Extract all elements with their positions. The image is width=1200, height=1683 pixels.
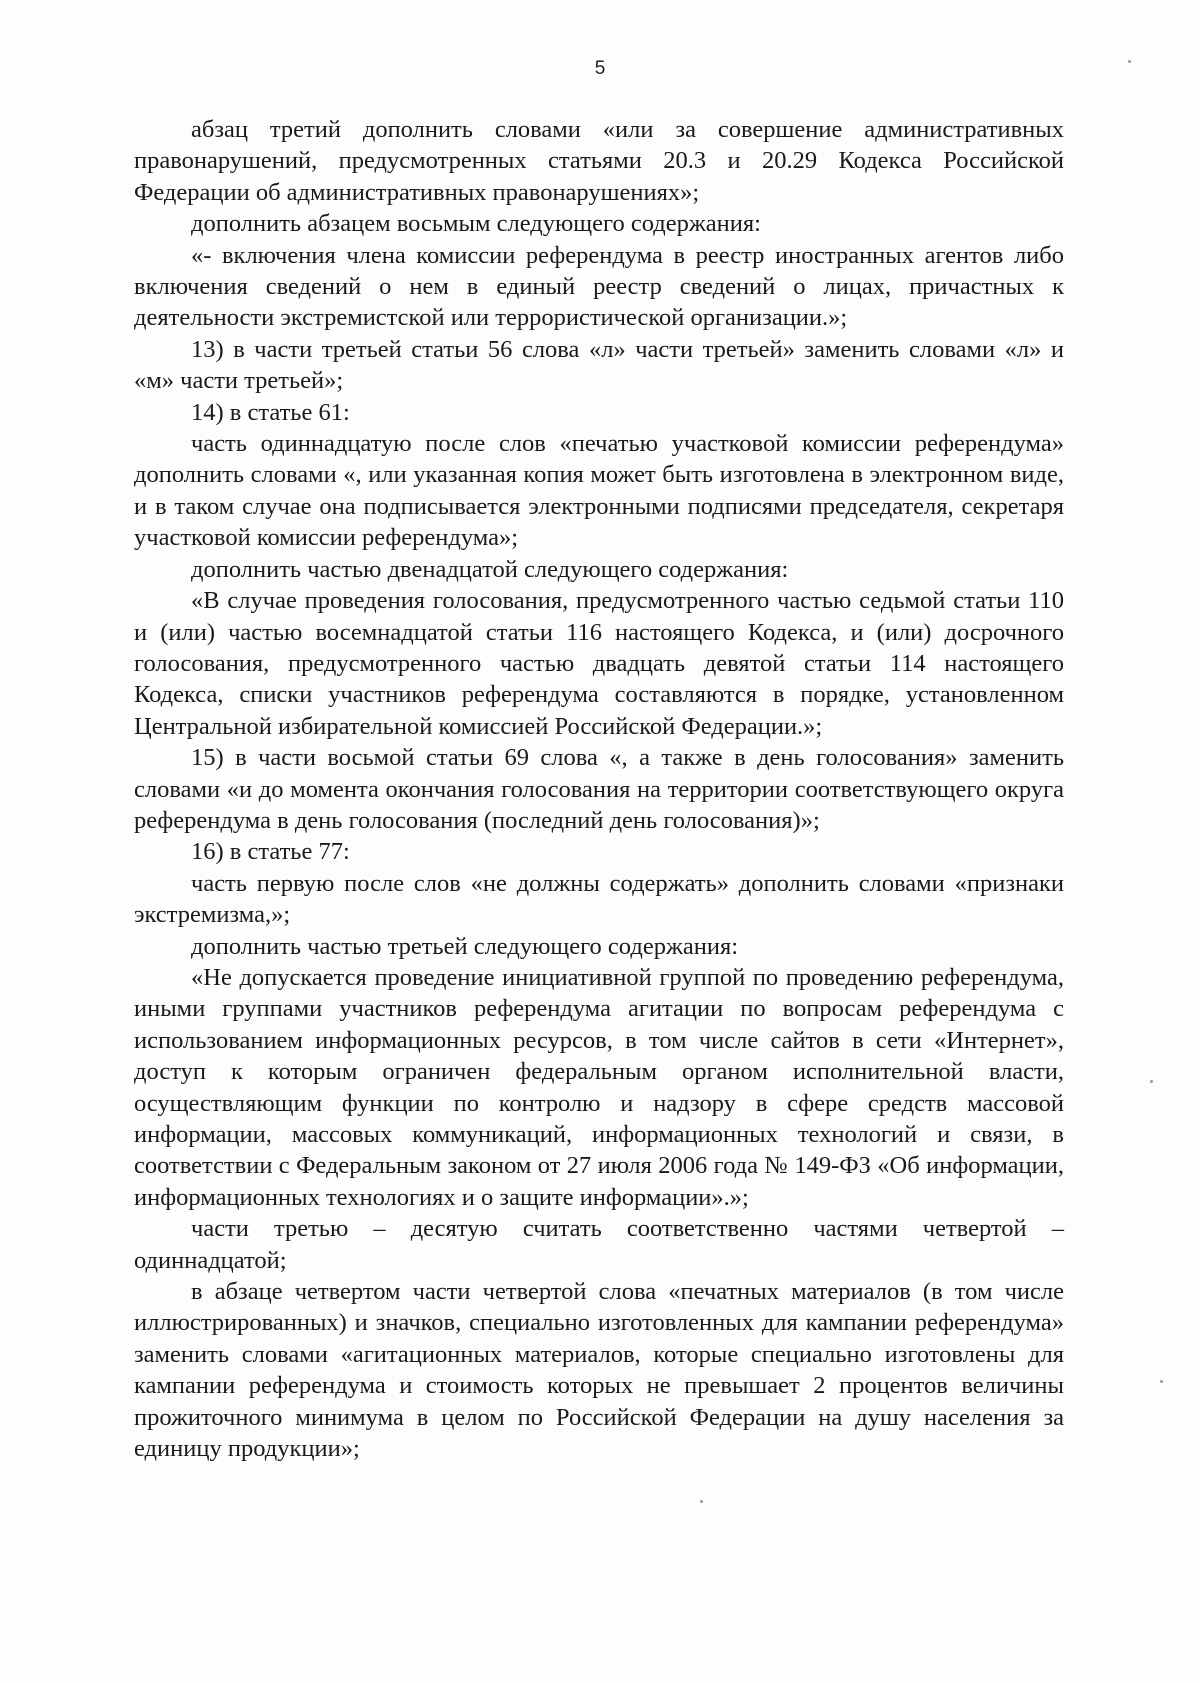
paragraph: дополнить частью двенадцатой следующего содержания: <box>191 555 789 583</box>
page-number: 5 <box>594 58 606 79</box>
paragraph: «Не допускается проведение инициативной группой по проведению референдума, иными группами участников референдума агитации по вопросам референдума с использованием информационных ресурсов, в том числе сайтов в сети «Интернет», доступ к которым ограничен федеральным органом исполнительной власти, осуществляющим функции по контролю и надзору в сфере средств массовой информации, массовых коммуникаций, информационных технологий и связи, в соответствии с Федеральным законом от 27 июля 2006 года № 149-ФЗ «Об информации, информационных технологиях и о защите информации».»; <box>134 963 1064 1211</box>
scan-speck <box>700 1500 703 1503</box>
paragraph: 14) в статье 61: <box>191 398 350 426</box>
paragraph: 13) в части третьей статьи 56 слова «л» части третьей» заменить словами «л» и «м» части третьей»; <box>134 335 1064 395</box>
paragraph: часть одиннадцатую после слов «печатью участковой комиссии референдума» дополнить словами «, или указанная копия может быть изготовлена в электронном виде, и в таком случае она подписывается электронными подписями председателя, секретаря участковой комиссии референдума»; <box>134 430 1064 552</box>
scan-speck <box>1160 1380 1163 1383</box>
paragraph: часть первую после слов «не должны содержать» дополнить словами «признаки экстремизма,»; <box>134 869 1064 929</box>
paragraph: 16) в статье 77: <box>191 838 350 866</box>
paragraph: части третью – десятую считать соответственно частями четвертой – одиннадцатой; <box>134 1215 1064 1274</box>
paragraph: в абзаце четвертом части четвертой слова «печатных материалов (в том числе иллюстрированных) и значков, специально изготовленных для кампании референдума» заменить словами «агитационных материалов, которые специально изготовлены для кампании референдума и стоимость которых не превышает 2 процентов величины прожиточного минимума в целом по Российской Федерации на душу населения за единицу продукции»; <box>134 1278 1064 1463</box>
paragraph: 15) в части восьмой статьи 69 слова «, а также в день голосования» заменить словами «и до момента окончания голосования на территории соответствующего округа референдума в день голосования (последний день голосования)»; <box>134 744 1064 834</box>
paragraph: «В случае проведения голосования, предусмотренного частью седьмой статьи 110 и (или) частью восемнадцатой статьи 116 настоящего Кодекса, и (или) досрочного голосования, предусмотренного частью двадцать девятой статьи 114 настоящего Кодекса, списки участников референдума составляются в порядке, установленном Центральной избирательной комиссией Российской Федерации.»; <box>134 587 1064 740</box>
paragraph: абзац третий дополнить словами «или за совершение административных правонарушений, предусмотренных статьями 20.3 и 20.29 Кодекса Российской Федерации об административных правонарушениях»; <box>134 116 1064 206</box>
scan-speck <box>1128 60 1131 63</box>
paragraph: «- включения члена комиссии референдума в реестр иностранных агентов либо включения сведений о нем в единый реестр сведений о лицах, причастных к деятельности экстремистской или террористической организации.»; <box>134 241 1064 332</box>
scan-speck <box>1150 1080 1153 1083</box>
document-body <box>134 114 1064 1464</box>
paragraph: дополнить абзацем восьмым следующего содержания: <box>191 210 761 238</box>
paragraph: дополнить частью третьей следующего содержания: <box>191 932 739 960</box>
